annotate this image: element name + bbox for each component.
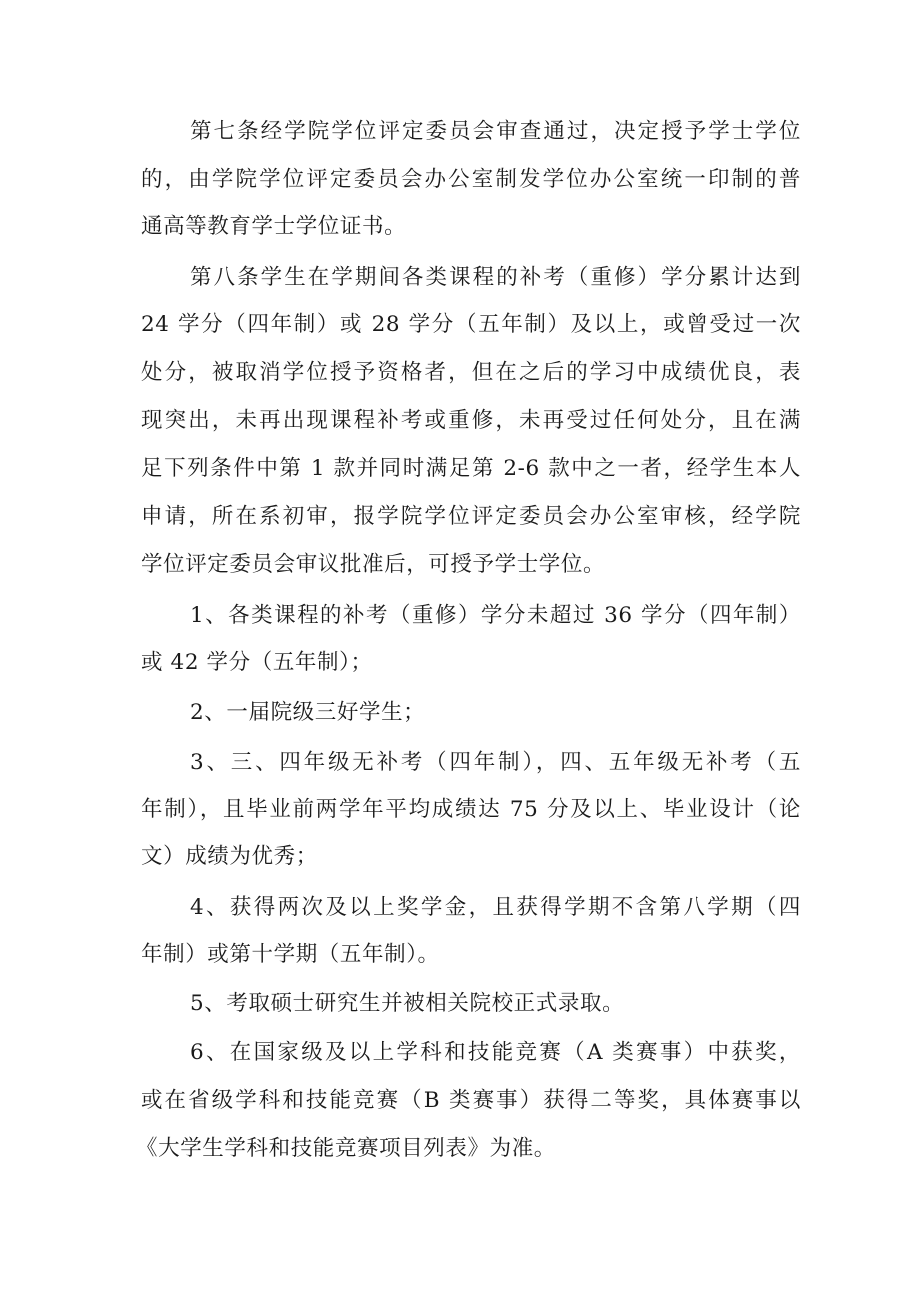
article8-line-3: 处分，被取消学位授予资格者，但在之后的学习中成绩优良，表 — [141, 360, 801, 385]
item4-line-2: 年制）或第十学期（五年制）。 — [141, 942, 440, 967]
item4-line-1: 4、获得两次及以上奖学金，且获得学期不含第八学期（四 — [190, 895, 801, 920]
item2-line-1: 2、一届院级三好学生； — [190, 700, 426, 725]
article8-line-1: 第八条学生在学期间各类课程的补考（重修）学分累计达到 — [190, 265, 801, 290]
item1-line-2: 或 42 学分（五年制）； — [141, 650, 373, 675]
item3-line-3: 文）成绩为优秀； — [141, 844, 318, 869]
item3-line-2: 年制），且毕业前两学年平均成绩达 75 分及以上、毕业设计（论 — [141, 797, 801, 822]
article8-line-7: 学位评定委员会审议批准后，可授予学士学位。 — [141, 552, 606, 577]
article8-line-4: 现突出，未再出现课程补考或重修，未再受过任何处分，且在满 — [141, 408, 801, 433]
article7-line-2: 的，由学院学位评定委员会办公室制发学位办公室统一印制的普 — [141, 167, 801, 192]
article8-line-2: 24 学分（四年制）或 28 学分（五年制）及以上，或曾受过一次 — [141, 312, 801, 337]
item6-line-3: 《大学生学科和技能竞赛项目列表》为准。 — [136, 1136, 556, 1161]
article8-line-6: 申请，所在系初审，报学院学位评定委员会办公室审核，经学院 — [141, 504, 801, 529]
article8-line-5: 足下列条件中第 1 款并同时满足第 2-6 款中之一者，经学生本人 — [141, 456, 801, 481]
item3-line-1: 3、三、四年级无补考（四年制），四、五年级无补考（五 — [190, 750, 801, 775]
item5-line-1: 5、考取硕士研究生并被相关院校正式录取。 — [190, 991, 625, 1016]
item1-line-1: 1、各类课程的补考（重修）学分未超过 36 学分（四年制） — [190, 603, 801, 628]
item6-line-2: 或在省级学科和技能竞赛（B 类赛事）获得二等奖，具体赛事以 — [141, 1088, 801, 1113]
article7-line-1: 第七条经学院学位评定委员会审查通过，决定授予学士学位 — [190, 119, 801, 144]
article7-line-3: 通高等教育学士学位证书。 — [141, 214, 407, 239]
item6-line-1: 6、在国家级及以上学科和技能竞赛（A 类赛事）中获奖， — [190, 1040, 801, 1065]
